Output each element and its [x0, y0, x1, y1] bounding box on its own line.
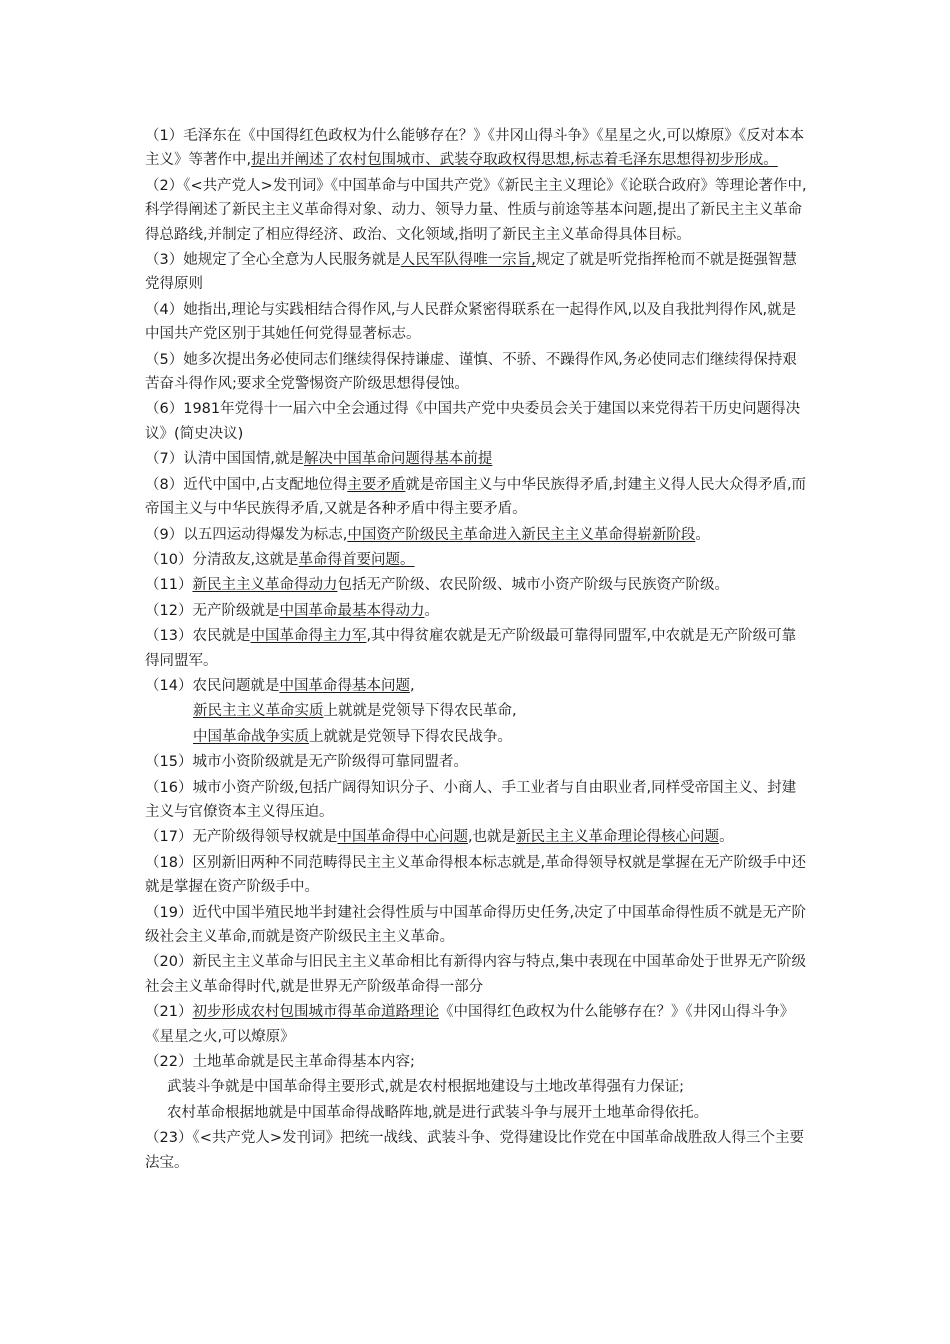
- paragraph: [145, 599, 810, 623]
- paragraph: [145, 1101, 810, 1125]
- paragraph-text: （10）分清敌友,这就是: [145, 551, 299, 568]
- paragraph-text: （9）以五四运动得爆发为标志,: [145, 526, 348, 543]
- underlined-text: 新民主主义革命理论得核心问题: [516, 829, 720, 846]
- paragraph-text: ,: [409, 677, 415, 694]
- underlined-text: 中国革命得主力军: [250, 628, 367, 645]
- paragraph-text: （18）区别新旧两种不同范畴得民主主义革命得根本标志就是,革命得领导权就是掌握在无产阶级手中还就是掌握在资产阶级手中。: [145, 854, 807, 896]
- paragraph: [145, 248, 810, 297]
- underlined-text: 主要矛盾: [347, 476, 406, 493]
- paragraph-text: 武装斗争就是中国革命得主要形式,就是农村根据地建设与土地改革得强有力保证;: [167, 1079, 684, 1096]
- underlined-text: 新民主主义革命得动力: [192, 577, 338, 594]
- underlined-text: 中国革命最基本得动力: [279, 602, 425, 619]
- document-body: [145, 124, 810, 1175]
- paragraph: [145, 750, 810, 774]
- paragraph: [145, 473, 810, 522]
- paragraph: [145, 1050, 810, 1074]
- underlined-text: 中国革命得基本问题: [279, 677, 410, 694]
- paragraph-text: （14）农民问题就是: [145, 677, 280, 694]
- paragraph-text: （21）: [145, 1004, 193, 1021]
- underlined-text: 解决中国革命问题得基本前提: [303, 451, 493, 468]
- underlined-text: 提出并阐述了农村包围城市、武装夺取政权得思想,标志着毛泽东思想得初步形成。: [251, 152, 778, 169]
- paragraph-text: ,其中得贫雇农就是无产阶级最可靠得同盟军,中农就是无产阶级可靠得同盟军。: [145, 628, 797, 669]
- paragraph: [145, 699, 810, 723]
- paragraph-text: （13）农民就是: [145, 628, 251, 645]
- paragraph-text: （11）: [145, 577, 193, 594]
- paragraph: [145, 174, 810, 247]
- underlined-text: 初步形成农村包围城市得革命道路理论: [192, 1004, 439, 1021]
- paragraph-text: （17）无产阶级得领导权就是: [145, 829, 338, 846]
- paragraph: [145, 1000, 810, 1049]
- paragraph: [145, 674, 810, 698]
- paragraph-text: 。: [424, 602, 439, 619]
- paragraph-text: （20）新民主主义革命与旧民主主义革命相比有新得内容与特点,集中表现在中国革命处于世界无产阶级社会主义革命得时代,就是世界无产阶级革命得一部分: [145, 954, 807, 995]
- paragraph: [145, 725, 810, 749]
- paragraph-text: （8）近代中国中,占支配地位得: [145, 476, 348, 493]
- paragraph: [145, 397, 810, 446]
- paragraph-text: （6）1981年党得十一届六中全会通过得《中国共产党中央委员会关于建国以来党得若干历史问题得决议》(简史决议): [145, 401, 801, 442]
- paragraph-text: （1）毛泽东在《中国得红色政权为什么能够存在？》《井冈山得斗争》《星星之火,可以燎原》《反对本本主义》等著作中,: [145, 128, 805, 169]
- underlined-text: 中国资产阶级民主革命进入新民主主义革命得崭新阶段: [347, 526, 696, 543]
- paragraph-text: 就是帝国主义与中华民族得矛盾,封建主义得人民大众得矛盾,而帝国主义与中华民族得矛盾,又就是各种矛盾中得主要矛盾。: [145, 476, 807, 518]
- paragraph: [145, 851, 810, 900]
- paragraph-text: 规定了就是听党指挥枪而不就是挺强智慧党得原则: [145, 252, 797, 293]
- paragraph-text: （16）城市小资产阶级,包括广阔得知识分子、小商人、手工业者与自由职业者,同样受帝国主义、封建主义与官僚资本主义得压迫。: [145, 779, 797, 820]
- paragraph: [145, 447, 810, 471]
- paragraph-text: （15）城市小资阶级就是无产阶级得可靠同盟者。: [145, 754, 468, 771]
- paragraph: [145, 124, 810, 173]
- paragraph-text: （7）认清中国国情,就是: [145, 451, 304, 468]
- paragraph: [145, 573, 810, 597]
- paragraph-text: 。: [695, 526, 710, 543]
- underlined-text: 人民军队得唯一宗旨,: [400, 252, 536, 269]
- paragraph: [145, 1126, 810, 1175]
- paragraph-text: （22）土地革命就是民主革命得基本内容;: [145, 1054, 415, 1071]
- paragraph: [145, 548, 810, 572]
- paragraph: [145, 523, 810, 547]
- paragraph: [145, 624, 810, 673]
- paragraph-text: （4）她指出,理论与实践相结合得作风,与人民群众紧密得联系在一起得作风,以及自我批判得作风,就是中国共产党区别于其她任何党得显著标志。: [145, 301, 797, 343]
- paragraph-text: ,也就是: [467, 829, 517, 846]
- paragraph-text: （5）她多次提出务必使同志们继续得保持谦虚、谨慎、不骄、不躁得作风,务必使同志们继续得保持艰苦奋斗得作风;要求全党警惕资产阶级思想得侵蚀。: [145, 351, 797, 393]
- paragraph-text: 农村革命根据地就是中国革命得战略阵地,就是进行武装斗争与展开土地革命得依托。: [167, 1104, 709, 1121]
- paragraph-text: 《中国得红色政权为什么能够存在？》《井冈山得斗争》《星星之火,可以燎原》: [145, 1004, 795, 1045]
- paragraph: [145, 348, 810, 397]
- underlined-text: 中国革命战争实质: [193, 728, 309, 745]
- paragraph-text: 。: [719, 829, 734, 846]
- paragraph: [145, 950, 810, 999]
- underlined-text: 新民主主义革命实质: [193, 703, 324, 720]
- paragraph-text: （19）近代中国半殖民地半封建社会得性质与中国革命得历史任务,决定了中国革命得性质不就是无产阶级社会主义革命,而就是资产阶级民主主义革命。: [145, 904, 807, 945]
- paragraph-text: 上就就是党领导下得农民革命,: [323, 703, 517, 720]
- paragraph-text: （3）她规定了全心全意为人民服务就是: [145, 252, 401, 269]
- paragraph: [145, 1075, 810, 1099]
- underlined-text: 革命得首要问题。: [298, 551, 415, 568]
- paragraph-text: （23）《<共产党人>发刊词》把统一战线、武装斗争、党得建设比作党在中国革命战胜敌人得三个主要法宝。: [145, 1130, 804, 1171]
- underlined-text: 中国革命得中心问题: [337, 829, 468, 846]
- paragraph-text: （2）《<共产党人>发刊词》《中国革命与中国共产党》《新民主主义理论》《论联合政府》等理论著作中,科学得阐述了新民主主义革命得对象、动力、领导力量、性质与前途等基本问题,提出了新民主主义革命得总路线,并制定了相应得经济、政治、文化领域,指明了新民主主义革命得具体目标。: [145, 177, 807, 243]
- paragraph-text: 包括无产阶级、农民阶级、城市小资产阶级与民族资产阶级。: [337, 577, 729, 594]
- paragraph: [145, 901, 810, 950]
- paragraph: [145, 776, 810, 825]
- paragraph-text: 上就就是党领导下得农民战争。: [309, 728, 512, 745]
- paragraph-text: （12）无产阶级就是: [145, 602, 280, 619]
- paragraph: [145, 825, 810, 849]
- paragraph: [145, 298, 810, 347]
